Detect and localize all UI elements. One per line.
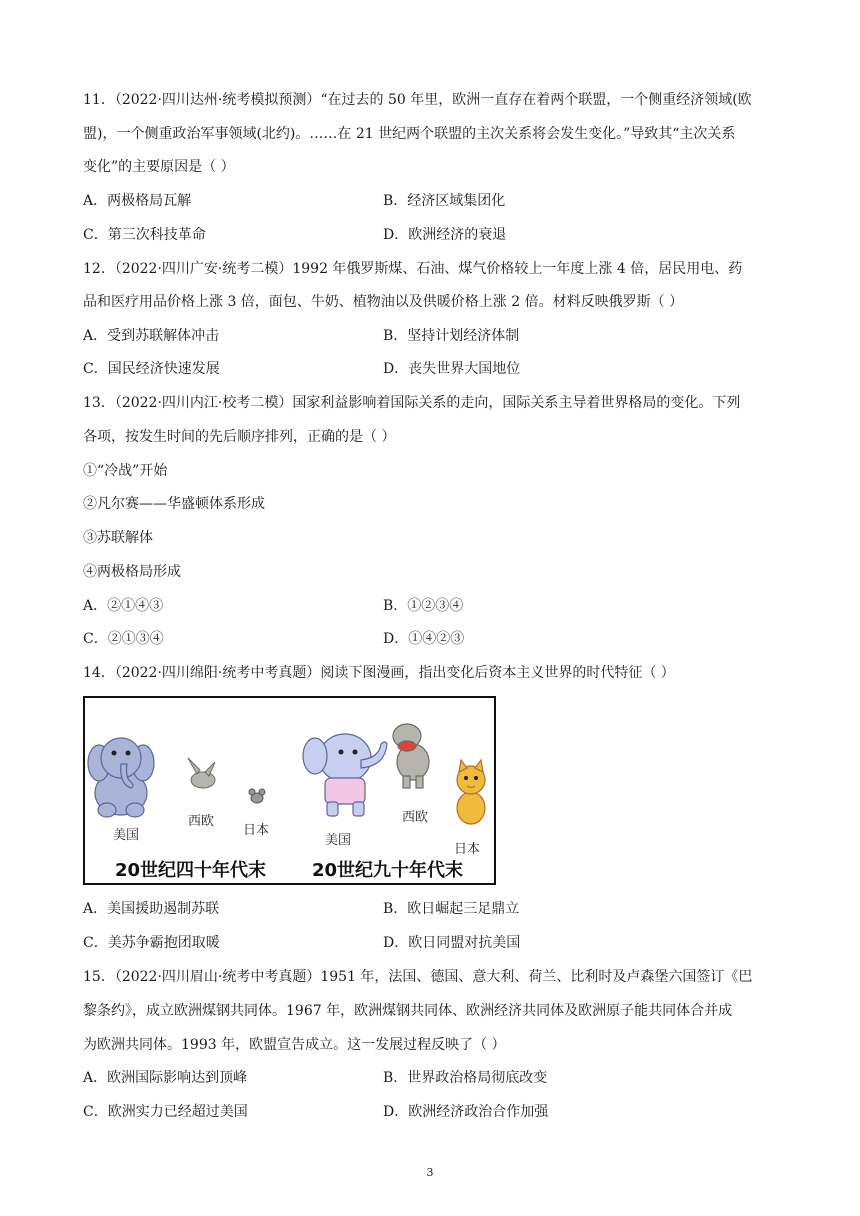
question-text: 11．（2022·四川达州·统考模拟预测）“在过去的 50 年里，欧洲一直存在着两个联盟，一个侧重经济领域(欧 [83,92,752,108]
question-text: 黎条约》，成立欧洲煤钢共同体。1967 年，欧洲煤钢共同体、欧洲经济共同体及欧洲原子能共同体合并成 [83,1003,733,1019]
option-d[interactable]: D．①④②③ [383,631,465,647]
event-item: ③苏联解体 [83,530,153,546]
option-d[interactable]: D．欧洲经济的衰退 [383,227,507,243]
option-d[interactable]: D．丧失世界大国地位 [383,361,521,377]
option-b[interactable]: B．坚持计划经济体制 [383,328,520,344]
event-item: ④两极格局形成 [83,564,181,580]
page-number: 3 [426,1166,434,1179]
option-b[interactable]: B．经济区域集团化 [383,193,506,209]
question-text: 变化”的主要原因是（ ） [83,159,235,175]
question-text: 为欧洲共同体。1993 年，欧盟宣告成立。这一发展过程反映了（ ） [83,1037,506,1053]
cat-japan-1990s [457,760,485,824]
option-b[interactable]: B．①②③④ [383,598,464,614]
option-c[interactable]: C．欧洲实力已经超过美国 [83,1104,248,1120]
option-c[interactable]: C．国民经济快速发展 [83,361,220,377]
option-b[interactable]: B．欧日崛起三足鼎立 [383,901,520,917]
label-japan-1940s: 日本 [243,823,270,838]
event-item: ②凡尔赛——华盛顿体系形成 [83,496,265,512]
option-a[interactable]: A．美国援助遏制苏联 [83,901,220,917]
cartoon-image [83,696,496,885]
question-text: 各项，按发生时间的先后顺序排列，正确的是（ ） [83,429,396,445]
hippo-weurope-1990s [393,724,429,788]
option-b[interactable]: B．世界政治格局彻底改变 [383,1070,548,1086]
option-a[interactable]: A．受到苏联解体冲击 [83,328,220,344]
option-a[interactable]: A．②①④③ [83,598,164,614]
question-text: 15．（2022·四川眉山·统考中考真题）1951 年，法国、德国、意大利、荷兰、比利时及卢森堡六国签订《巴 [83,969,753,985]
label-usa-1940s: 美国 [113,828,140,843]
option-c[interactable]: C．第三次科技革命 [83,227,206,243]
option-a[interactable]: A．两极格局瓦解 [83,193,192,209]
question-text: 14．（2022·四川绵阳·统考中考真题）阅读下图漫画，指出变化后资本主义世界的时代特征（ ） [83,665,675,681]
question-text: 品和医疗用品价格上涨 3 倍，面包、牛奶、植物油以及供暖价格上涨 2 倍。材料反映俄罗斯（ ） [83,294,684,310]
option-d[interactable]: D．欧日同盟对抗美国 [383,935,521,951]
label-japan-1990s: 日本 [454,842,481,857]
option-a[interactable]: A．欧洲国际影响达到顶峰 [83,1070,248,1086]
label-weurope-1940s: 西欧 [188,814,215,829]
option-d[interactable]: D．欧洲经济政治合作加强 [383,1104,549,1120]
event-item: ①“冷战”开始 [83,463,168,479]
mouse-japan-1940s [249,789,265,803]
label-weurope-1990s: 西欧 [402,810,429,825]
question-text: 13．（2022·四川内江·校考二模）国家利益影响着国际关系的走向，国际关系主导着世界格局的变化。下列 [83,395,741,411]
rabbit-weurope-1940s [188,758,215,788]
option-c[interactable]: C．②①③④ [83,631,164,647]
label-usa-1990s: 美国 [325,833,352,848]
caption-1940s: 20世纪四十年代末 [115,860,267,881]
question-text: 盟)，一个侧重政治军事领域(北约)。……在 21 世纪两个联盟的主次关系将会发生变化。”导致其“主次关系 [83,126,736,142]
question-text: 12．（2022·四川广安·统考二模）1992 年俄罗斯煤、石油、煤气价格较上一年度上涨 4 倍，居民用电、药 [83,261,743,277]
option-c[interactable]: C．美苏争霸抱团取暖 [83,935,220,951]
elephant-usa-1990s [303,734,387,816]
elephant-usa-1940s [88,738,154,817]
caption-1990s: 20世纪九十年代末 [312,860,464,881]
